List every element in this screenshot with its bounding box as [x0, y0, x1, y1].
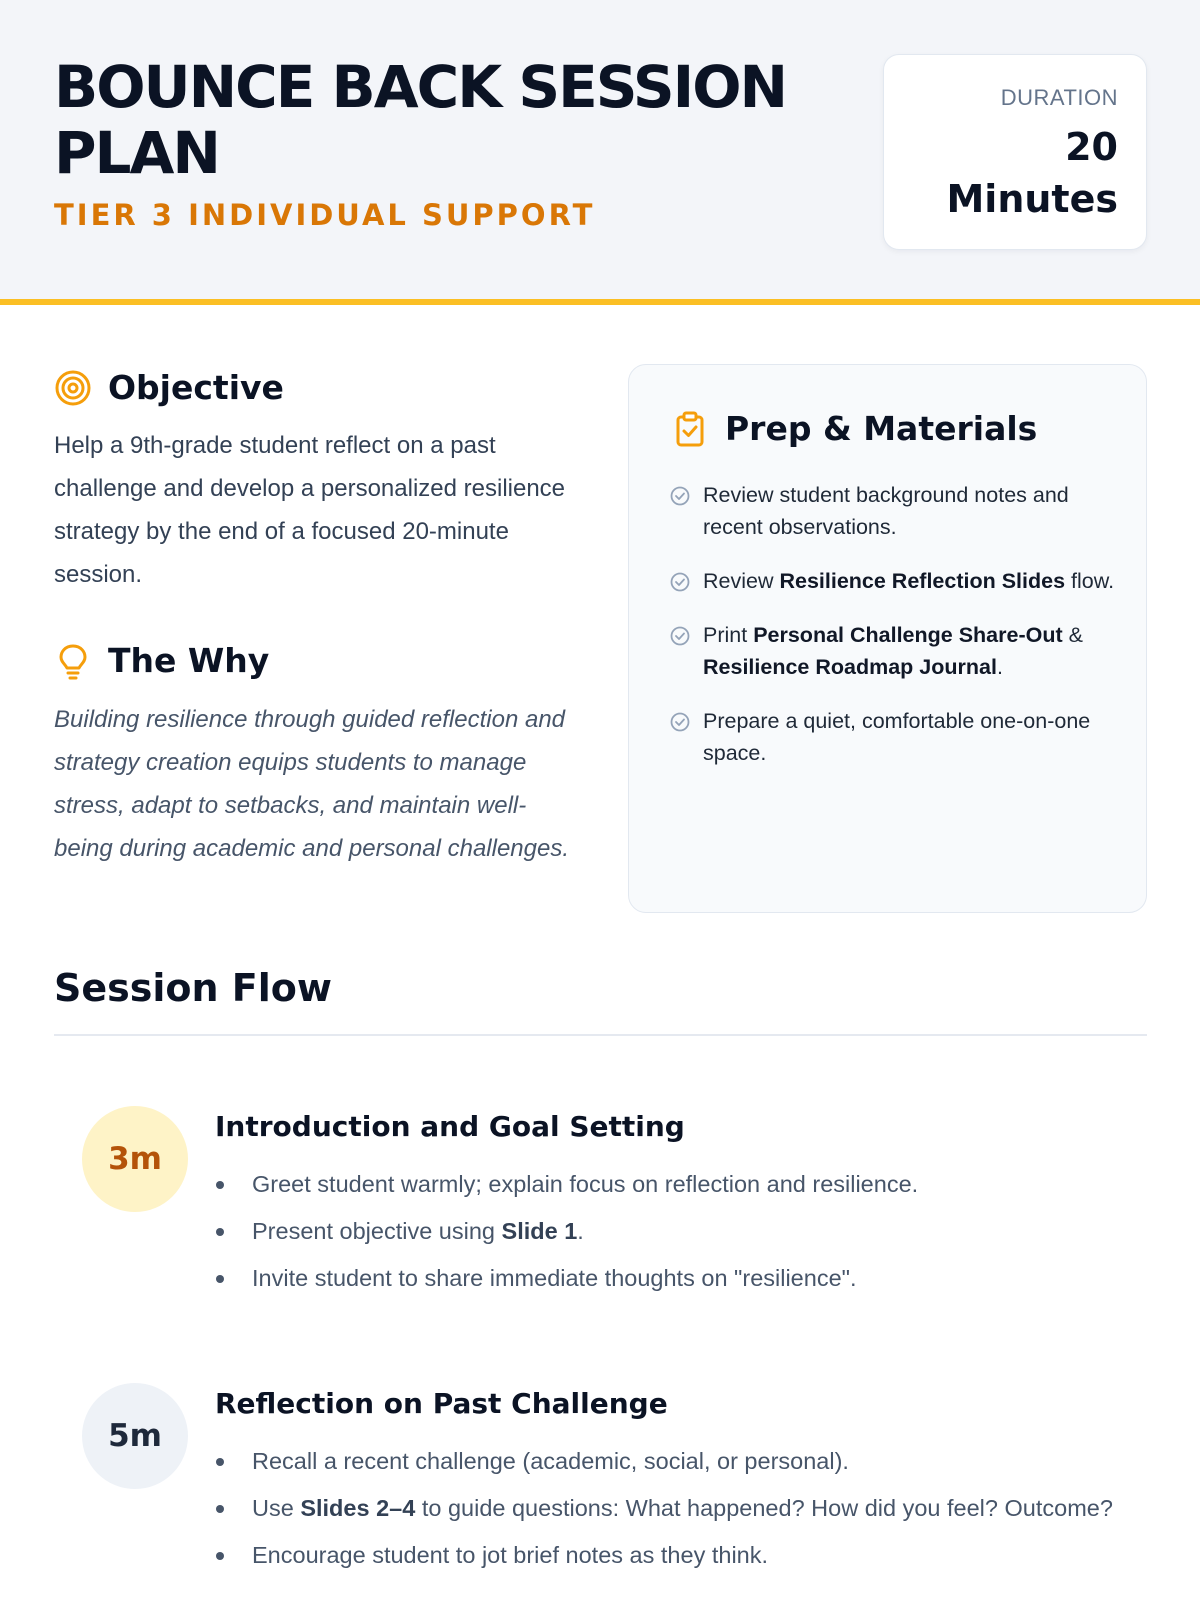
- why-heading-text: The Why: [108, 641, 270, 680]
- page-subtitle: TIER 3 INDIVIDUAL SUPPORT: [54, 198, 596, 232]
- clipboard-check-icon: [671, 410, 709, 448]
- step-bullets: [215, 1441, 1115, 1582]
- prep-item-material: Resilience Reflection Slides: [779, 569, 1066, 593]
- step-bullet-slide-ref: Slides 2–4: [300, 1495, 416, 1521]
- prep-item-material: Resilience Roadmap Journal: [703, 655, 997, 679]
- step-time-badge: 5m: [82, 1383, 188, 1489]
- prep-item-text: Prepare a quiet, comfortable one-on-one space.: [703, 709, 1091, 765]
- check-circle-icon: [669, 485, 691, 507]
- target-icon: [54, 369, 92, 407]
- step-bullet-text: .: [577, 1218, 584, 1244]
- prep-item-text-part: Review: [703, 569, 780, 593]
- objective-heading: [54, 368, 284, 407]
- why-text: Building resilience through guided reflection and strategy creation equips students to manage stress, adapt to setbacks, and maintain well-being during academic and personal challenges.: [54, 706, 570, 862]
- step-bullet-text: to guide questions: What happened? How did you feel? Outcome?: [415, 1495, 1113, 1521]
- step-bullet-text: Use: [252, 1495, 301, 1521]
- objective-text: Help a 9th-grade student reflect on a past challenge and develop a personalized resilience strategy by the end of a focused 20-minute session.: [54, 432, 566, 588]
- prep-item: [669, 479, 1119, 543]
- prep-heading: [671, 409, 1037, 448]
- session-flow-heading: Session Flow: [54, 966, 332, 1010]
- prep-card: [628, 364, 1147, 913]
- step-bullet-slide-ref: Slide 1: [501, 1218, 578, 1244]
- prep-item-text: [703, 619, 1119, 683]
- prep-item-text: Review student background notes and recent observations.: [703, 483, 1069, 539]
- check-circle-icon: [669, 625, 691, 647]
- page-header: [0, 0, 1200, 305]
- prep-item: [669, 705, 1119, 769]
- step-bullets: [215, 1164, 1115, 1305]
- step-title: Introduction and Goal Setting: [215, 1110, 685, 1143]
- prep-item-text-part: flow.: [1065, 569, 1115, 593]
- lightbulb-icon: [54, 642, 92, 680]
- step-time-badge: 3m: [82, 1106, 188, 1212]
- prep-item: [669, 565, 1119, 597]
- duration-label: DURATION: [1000, 85, 1118, 110]
- prep-item-text-part: &: [1062, 623, 1083, 647]
- prep-list: [669, 479, 1119, 791]
- step-bullet: Greet student warmly; explain focus on reflection and resilience.: [215, 1164, 1115, 1204]
- duration-value-text: 20 Minutes: [946, 125, 1118, 221]
- step-bullet-text: Present objective using: [252, 1218, 502, 1244]
- page-title: BOUNCE BACK SESSION PLAN: [54, 53, 787, 187]
- prep-item-text-part: .: [996, 655, 1003, 679]
- objective-heading-text: Objective: [108, 368, 284, 407]
- check-circle-icon: [669, 711, 691, 733]
- prep-item-text: [703, 565, 1114, 597]
- step-bullet: Recall a recent challenge (academic, social, or personal).: [215, 1441, 1115, 1481]
- prep-heading-text: Prep & Materials: [725, 409, 1038, 448]
- prep-item-material: Personal Challenge Share-Out: [753, 623, 1063, 647]
- prep-item: [669, 619, 1119, 683]
- duration-card: [883, 54, 1147, 250]
- step-bullet: Invite student to share immediate thoughts on "resilience".: [215, 1258, 1115, 1298]
- check-circle-icon: [669, 571, 691, 593]
- step-bullet: Encourage student to jot brief notes as they think.: [215, 1535, 1115, 1575]
- prep-item-text-part: Print: [703, 623, 754, 647]
- step-bullet: [215, 1211, 1115, 1251]
- why-heading: [54, 641, 269, 680]
- section-divider: [54, 1034, 1147, 1036]
- duration-value: [884, 121, 1118, 225]
- step-bullet: [215, 1488, 1115, 1528]
- step-title: Reflection on Past Challenge: [215, 1387, 668, 1420]
